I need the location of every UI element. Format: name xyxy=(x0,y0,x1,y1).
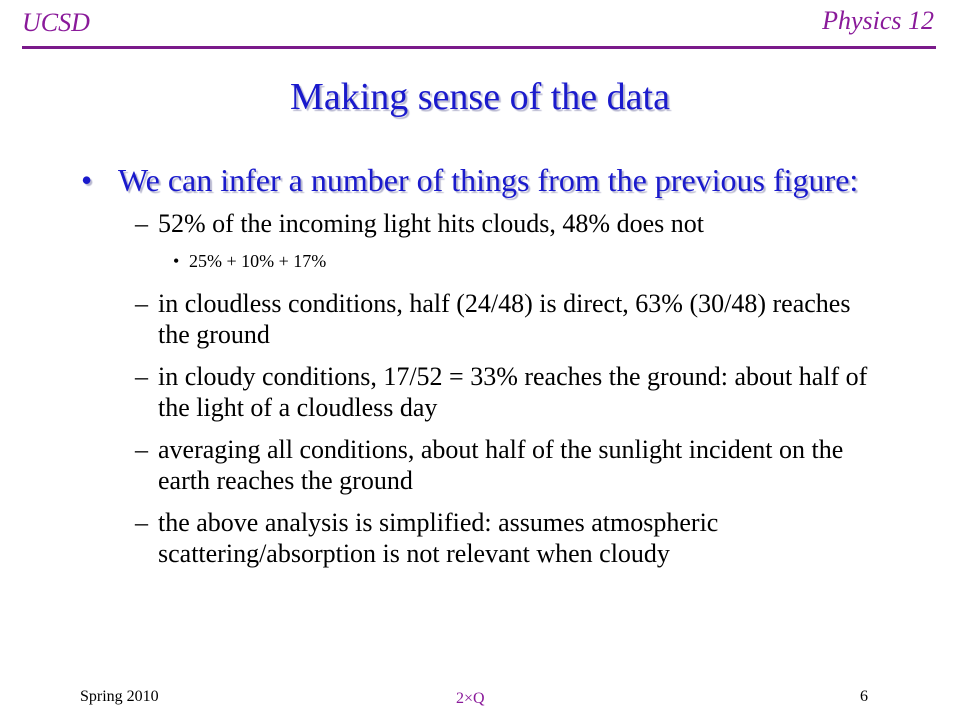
slide-title: Making sense of the data xyxy=(290,76,670,118)
slide-body xyxy=(78,162,878,580)
sub-sub-item xyxy=(78,250,878,272)
header-course-name: Physics 12 xyxy=(822,6,934,35)
sub-item-text: in cloudless conditions, half (24/48) is direct, 63% (30/48) reaches the ground xyxy=(158,289,851,349)
sub-item-text: 52% of the incoming light hits clouds, 48% does not xyxy=(158,209,704,238)
dash-marker: – xyxy=(135,508,148,537)
bullet-marker: • xyxy=(173,251,180,271)
sub-item-text: the above analysis is simplified: assumes atmospheric scattering/absorption is not relevant when cloudy xyxy=(158,508,719,568)
dash-marker: – xyxy=(135,289,148,318)
sub-item xyxy=(78,434,878,496)
sub-sub-item-text: 25% + 10% + 17% xyxy=(189,251,327,271)
header-course-org: UCSD xyxy=(22,8,90,37)
sub-item xyxy=(78,208,878,239)
sub-item-text: averaging all conditions, about half of the sunlight incident on the earth reaches the ground xyxy=(158,435,844,495)
dash-marker: – xyxy=(135,362,148,391)
footer-term: Spring 2010 xyxy=(80,688,159,705)
main-bullet-text: We can infer a number of things from the previous figure: xyxy=(118,162,859,198)
dash-marker: – xyxy=(135,435,148,464)
sub-item xyxy=(78,507,878,569)
dash-marker: – xyxy=(135,209,148,238)
sub-item xyxy=(78,288,878,350)
slide-number: 6 xyxy=(860,688,868,705)
sub-item-text: in cloudy conditions, 17/52 = 33% reaches the ground: about half of the light of a cloudless day xyxy=(158,362,868,422)
main-bullet xyxy=(78,162,878,199)
footer-topic: 2×Q xyxy=(456,690,485,707)
bullet-marker: • xyxy=(81,162,93,198)
sub-item xyxy=(78,361,878,423)
header-divider xyxy=(22,46,936,49)
